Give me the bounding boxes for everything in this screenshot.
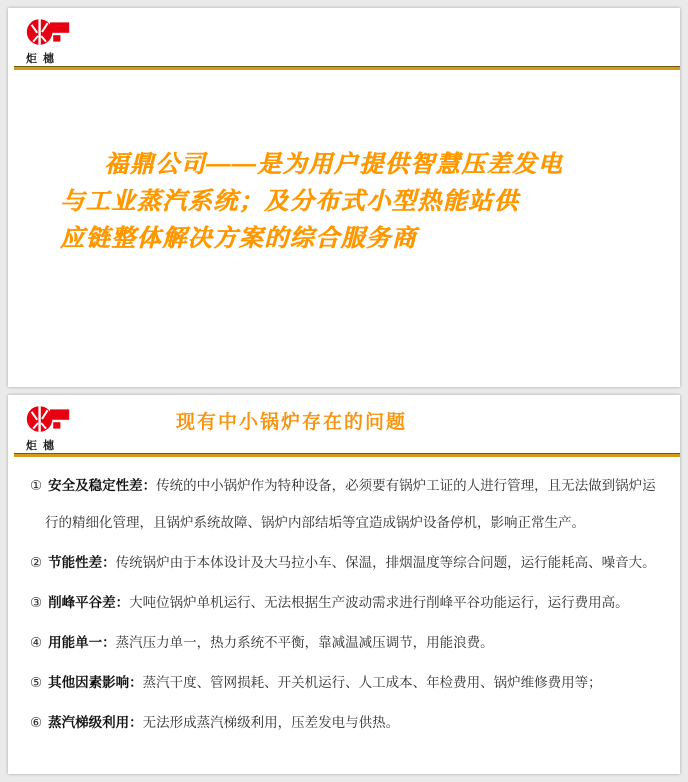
item-number: ② [30,555,43,570]
item-text: 蒸汽压力单一，热力系统不平衡，靠减温减压调节，用能浪费。 [115,635,494,650]
slide-card-2[interactable] [8,395,680,774]
company-logo [26,15,96,66]
slide1-body-line: 应链整体解决方案的综合服务商 [60,225,417,252]
item-number: ④ [30,635,43,650]
item-number: ① [30,478,43,493]
item-label: 节能性差： [48,555,116,570]
company-logo [26,402,96,453]
item-text: 无法形成蒸汽梯级利用，压差发电与供热。 [142,715,400,730]
flame-logo-icon [26,402,74,436]
list-item [30,704,662,741]
slide1-body-text [60,146,620,257]
header-divider-rule [14,453,680,457]
slide-card-1[interactable] [8,8,680,387]
logo-text: 炬橞 [26,53,60,65]
item-label: 蒸汽梯级利用： [48,715,143,730]
problem-list [30,467,662,744]
slide1-body-line: 与工业蒸汽系统；及分布式小型热能站供 [60,188,519,215]
slide2-title: 现有中小锅炉存在的问题 [176,412,408,433]
item-text: 传统锅炉由于本体设计及大马拉小车、保温，排烟温度等综合问题，运行能耗高、噪音大。 [115,555,656,570]
item-number: ③ [30,595,43,610]
list-item [30,467,662,541]
item-text: 大吨位锅炉单机运行、无法根据生产波动需求进行削峰平谷功能运行，运行费用高。 [129,595,629,610]
item-label: 其他因素影响： [48,675,143,690]
item-label: 削峰平谷差： [48,595,130,610]
list-item [30,544,662,581]
slide1-body-line: 福鼎公司——是为用户提供智慧压差发电 [104,151,563,178]
item-number: ⑥ [30,715,43,730]
item-number: ⑤ [30,675,43,690]
list-item [30,584,662,621]
list-item [30,624,662,661]
flame-logo-icon [26,15,74,49]
item-label: 安全及稳定性差： [48,478,157,493]
list-item [30,664,662,701]
header-divider-rule [14,66,680,70]
item-label: 用能单一： [48,635,116,650]
item-text: 蒸汽干度、管网损耗、开关机运行、人工成本、年检费用、锅炉维修费用等； [142,675,602,690]
item-text: 传统的中小锅炉作为特种设备，必须要有锅炉工证的人进行管理，且无法做到锅炉运行的精细化管理，且锅炉系统故障、锅炉内部结垢等宜造成锅炉设备停机，影响正常生产。 [45,478,656,530]
logo-text: 炬橞 [26,440,60,452]
